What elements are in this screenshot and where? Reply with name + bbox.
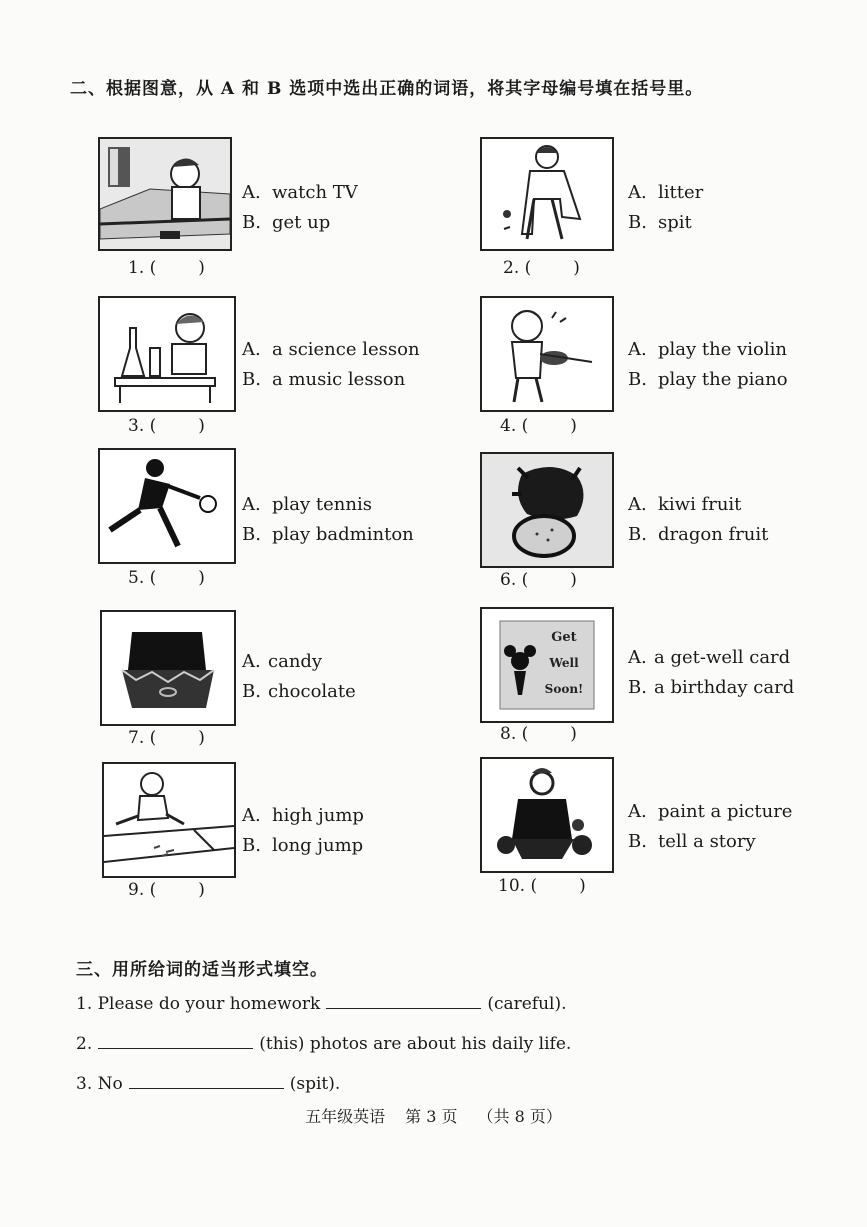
option-text: watch TV [272,182,358,203]
option-letter: A. [628,339,647,360]
question-2-options [628,178,703,238]
option-text: candy [268,651,323,672]
option-b[interactable] [628,520,768,550]
option-letter: A. [242,651,261,672]
fill-prompt: 3. No [76,1074,123,1094]
fill-hint: (this) photos are about his daily life. [259,1034,572,1054]
option-a[interactable] [242,335,420,365]
option-letter: B. [628,524,647,545]
science-lab-picture [98,296,236,412]
option-letter: A. [628,494,647,515]
option-b[interactable] [628,827,792,857]
question-9-options [242,801,364,861]
bracket-close: ) [570,724,577,744]
footer-total-pages: （共 8 页） [477,1107,562,1126]
option-letter: A. [242,805,261,826]
fill-item-1 [76,994,567,1014]
fill-prompt: 1. Please do your homework [76,994,321,1014]
option-letter: B. [242,524,261,545]
question-6-options [628,490,768,550]
option-letter: B. [242,681,261,702]
option-b[interactable] [628,365,788,395]
question-1-options [242,178,358,238]
option-text: chocolate [268,681,356,702]
option-a[interactable] [628,335,788,365]
answer-blank[interactable] [326,994,481,1009]
option-letter: B. [628,369,647,390]
fill-hint: (careful). [487,994,567,1014]
question-number: 1. ( [128,258,157,278]
fill-item-3 [76,1074,340,1094]
question-8-options [628,643,794,703]
option-a[interactable] [242,647,356,677]
man-littering-picture [480,137,614,251]
fill-hint: (spit). [289,1074,341,1094]
option-letter: A. [242,182,261,203]
question-4-options [628,335,788,395]
option-text: kiwi fruit [658,494,742,515]
answer-bracket-9[interactable] [128,880,205,900]
footer-subject: 五年级英语 [305,1107,386,1126]
option-letter: A. [628,647,647,668]
dragon-fruit-picture [480,452,614,568]
answer-blank[interactable] [98,1034,253,1049]
option-text: get up [272,212,331,233]
get-well-card-picture [480,607,614,723]
option-text: play the violin [658,339,787,360]
question-10-options [628,797,792,857]
section-3-heading: 三、用所给词的适当形式填空。 [76,960,328,980]
question-number: 6. ( [500,570,529,590]
question-number: 4. ( [500,416,529,436]
option-b[interactable] [242,831,364,861]
card-line-3: Soon! [544,682,584,696]
option-letter: A. [242,494,261,515]
question-number: 5. ( [128,568,157,588]
option-a[interactable] [628,797,792,827]
option-b[interactable] [242,208,358,238]
option-a[interactable] [628,178,703,208]
question-number: 10. ( [498,876,538,896]
question-number: 2. ( [503,258,532,278]
option-a[interactable] [242,801,364,831]
badminton-player-picture [98,448,236,564]
bracket-close: ) [198,880,205,900]
bracket-close: ) [198,728,205,748]
option-text: play badminton [272,524,414,545]
question-number: 3. ( [128,416,157,436]
option-a[interactable] [242,178,358,208]
option-b[interactable] [628,208,703,238]
bracket-close: ) [570,570,577,590]
question-number: 8. ( [500,724,529,744]
question-number: 9. ( [128,880,157,900]
option-text: dragon fruit [658,524,769,545]
footer-page-number: 第 3 页 [405,1107,458,1126]
option-letter: B. [242,835,261,856]
option-letter: A. [628,801,647,822]
option-letter: B. [628,677,647,698]
question-3-options [242,335,420,395]
option-text: long jump [272,835,364,856]
bracket-close: ) [198,258,205,278]
answer-bracket-10[interactable] [498,876,586,896]
option-text: play tennis [272,494,372,515]
page-footer [0,1104,867,1127]
option-text: a science lesson [272,339,420,360]
section-2-heading: 二、根据图意，从 A 和 B 选项中选出正确的词语，将其字母编号填在括号里。 [70,79,704,99]
option-b[interactable] [628,673,794,703]
question-5-options [242,490,414,550]
option-letter: A. [628,182,647,203]
fill-item-2 [76,1034,571,1054]
option-b[interactable] [242,677,356,707]
bracket-close: ) [573,258,580,278]
bracket-close: ) [579,876,586,896]
option-text: a get-well card [654,647,791,668]
option-a[interactable] [628,643,794,673]
option-text: paint a picture [658,801,793,822]
fill-prompt: 2. [76,1034,93,1054]
answer-bracket-6[interactable] [500,570,577,590]
option-text: play the piano [658,369,788,390]
answer-bracket-3[interactable] [128,416,205,436]
option-letter: B. [628,212,647,233]
option-text: spit [658,212,692,233]
bracket-close: ) [570,416,577,436]
option-b[interactable] [242,365,420,395]
card-line-2: Well [549,656,579,670]
answer-bracket-1[interactable] [128,258,205,278]
answer-bracket-5[interactable] [128,568,205,588]
option-letter: B. [628,831,647,852]
answer-blank[interactable] [129,1074,284,1089]
option-b[interactable] [242,520,414,550]
option-text: tell a story [658,831,756,852]
chocolate-box-picture [100,610,236,726]
storyteller-picture [480,757,614,873]
option-letter: A. [242,339,261,360]
option-a[interactable] [242,490,414,520]
option-letter: B. [242,369,261,390]
violin-player-picture [480,296,614,412]
bracket-close: ) [198,416,205,436]
option-text: a birthday card [654,677,795,698]
answer-bracket-8[interactable] [500,724,577,744]
option-text: a music lesson [272,369,406,390]
boy-waking-up-picture [98,137,232,251]
long-jump-picture [102,762,236,878]
answer-bracket-2[interactable] [503,258,580,278]
option-letter: B. [242,212,261,233]
answer-bracket-7[interactable] [128,728,205,748]
option-a[interactable] [628,490,768,520]
question-number: 7. ( [128,728,157,748]
option-text: litter [658,182,704,203]
answer-bracket-4[interactable] [500,416,577,436]
question-7-options [242,647,356,707]
option-text: high jump [272,805,364,826]
bracket-close: ) [198,568,205,588]
card-line-1: Get [551,630,577,645]
